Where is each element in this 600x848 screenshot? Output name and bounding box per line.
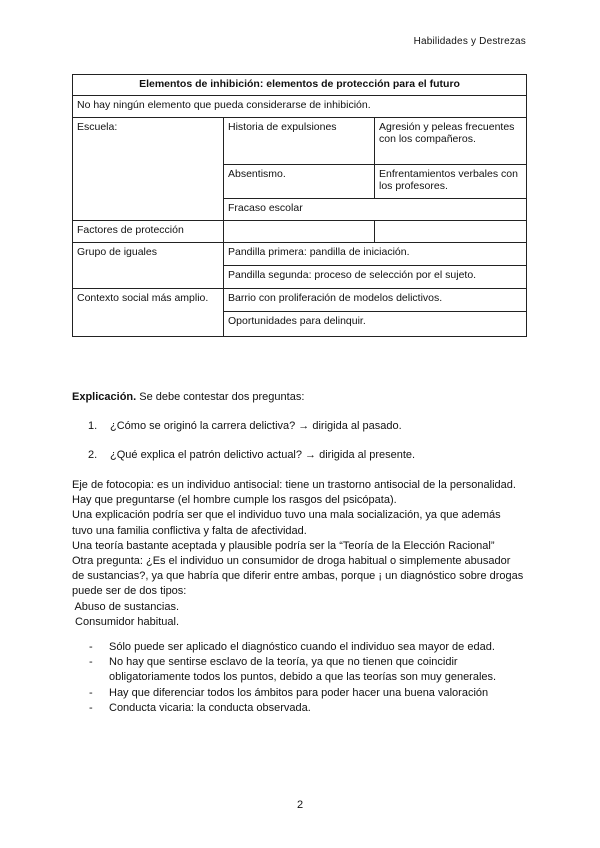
list-number: 2. (88, 449, 98, 461)
page-number: 2 (296, 799, 304, 811)
text-line: de sustancias?, ya que habría que diferir entre ambas, porque ¡ un diagnóstico sobre drogas (72, 570, 524, 583)
table-title-row (73, 75, 527, 96)
table-cell: Agresión y peleas frecuentes con los compañeros. (375, 117, 527, 164)
text-line: Abuso de sustancias. (72, 600, 180, 613)
list-item (88, 449, 415, 478)
text-line: tuvo una familia conflictiva y falta de afectividad. (72, 524, 307, 537)
list-number: 1. (88, 420, 98, 432)
list-text: Hay que diferenciar todos los ámbitos para poder hacer una buena valoración (109, 686, 489, 699)
text-line: Hay que preguntarse (el hombre cumple los rasgos del psicópata). (72, 494, 397, 507)
escuela-label: Escuela: (73, 117, 224, 220)
text-line: Una explicación podría ser que el individuo tuvo una mala socialización, ya que además (72, 509, 501, 522)
contexto-label: Contexto social más amplio. (73, 288, 224, 336)
table-cell: Pandilla segunda: proceso de selección por el sujeto. (224, 265, 527, 288)
table-cell: Historia de expulsiones (224, 117, 375, 164)
table-row (73, 117, 527, 164)
list-item (89, 701, 529, 716)
list-text: Conducta vicaria: la conducta observada. (109, 701, 311, 714)
running-header: Habilidades y Destrezas (413, 36, 526, 47)
list-text: ¿Qué explica el patrón delictivo actual? → dirigida al presente. (110, 449, 416, 461)
text-line: Consumidor habitual. (72, 615, 180, 628)
questions-list (88, 420, 415, 478)
table-row (73, 95, 527, 117)
list-item (89, 655, 529, 685)
grupo-label: Grupo de iguales (73, 242, 224, 288)
table-cell: Pandilla primera: pandilla de iniciación. (224, 242, 527, 265)
bullet-dash: - (89, 686, 93, 699)
text-line: puede ser de dos tipos: (72, 585, 187, 598)
table-row (73, 242, 527, 265)
list-text: No hay que sentirse esclavo de la teoría, ya que no tienen que coincidir obligatoriamente todos los puntos, debido a que las teorías son muy generales. (109, 656, 497, 684)
inhibition-table (72, 74, 527, 337)
no-inhibition-cell: No hay ningún elemento que pueda considerarse de inhibición. (73, 95, 527, 117)
table-cell: Fracaso escolar (224, 198, 527, 220)
text-line: Eje de fotocopia: es un individuo antisocial: tiene un trastorno antisocial de la personalidad. (72, 479, 516, 491)
empty-cell (375, 220, 527, 242)
list-item (88, 420, 415, 449)
table-title: Elementos de inhibición: elementos de protección para el futuro (73, 75, 527, 96)
table-row (73, 288, 527, 311)
table-row (73, 220, 527, 242)
factores-label: Factores de protección (73, 220, 224, 242)
table-cell: Enfrentamientos verbales con los profesores. (375, 164, 527, 198)
bullet-dash: - (89, 641, 93, 653)
list-item (89, 686, 529, 701)
explicacion-text: Se debe contestar dos preguntas: (136, 391, 305, 403)
bullet-dash: - (89, 701, 93, 714)
table-cell: Barrio con proliferación de modelos delictivos. (224, 288, 527, 311)
table-cell: Absentismo. (224, 164, 375, 198)
list-text: ¿Cómo se originó la carrera delictiva? → dirigida al pasado. (110, 420, 402, 432)
table-cell: Oportunidades para delinquir. (224, 311, 527, 336)
text-line: Otra pregunta: ¿Es el individuo un consumidor de droga habitual o simplemente abusador (72, 555, 511, 568)
list-item (89, 640, 529, 655)
bullet-list (89, 640, 529, 716)
empty-cell (224, 220, 375, 242)
bullet-dash: - (89, 656, 93, 669)
explicacion-label: Explicación. (72, 391, 137, 403)
text-line: Una teoría bastante aceptada y plausible podría ser la “Teoría de la Elección Racional” (72, 539, 495, 552)
list-text: Sólo puede ser aplicado el diagnóstico cuando el individuo sea mayor de edad. (109, 641, 495, 653)
explicacion-line (72, 390, 304, 405)
body-paragraph (72, 478, 532, 630)
